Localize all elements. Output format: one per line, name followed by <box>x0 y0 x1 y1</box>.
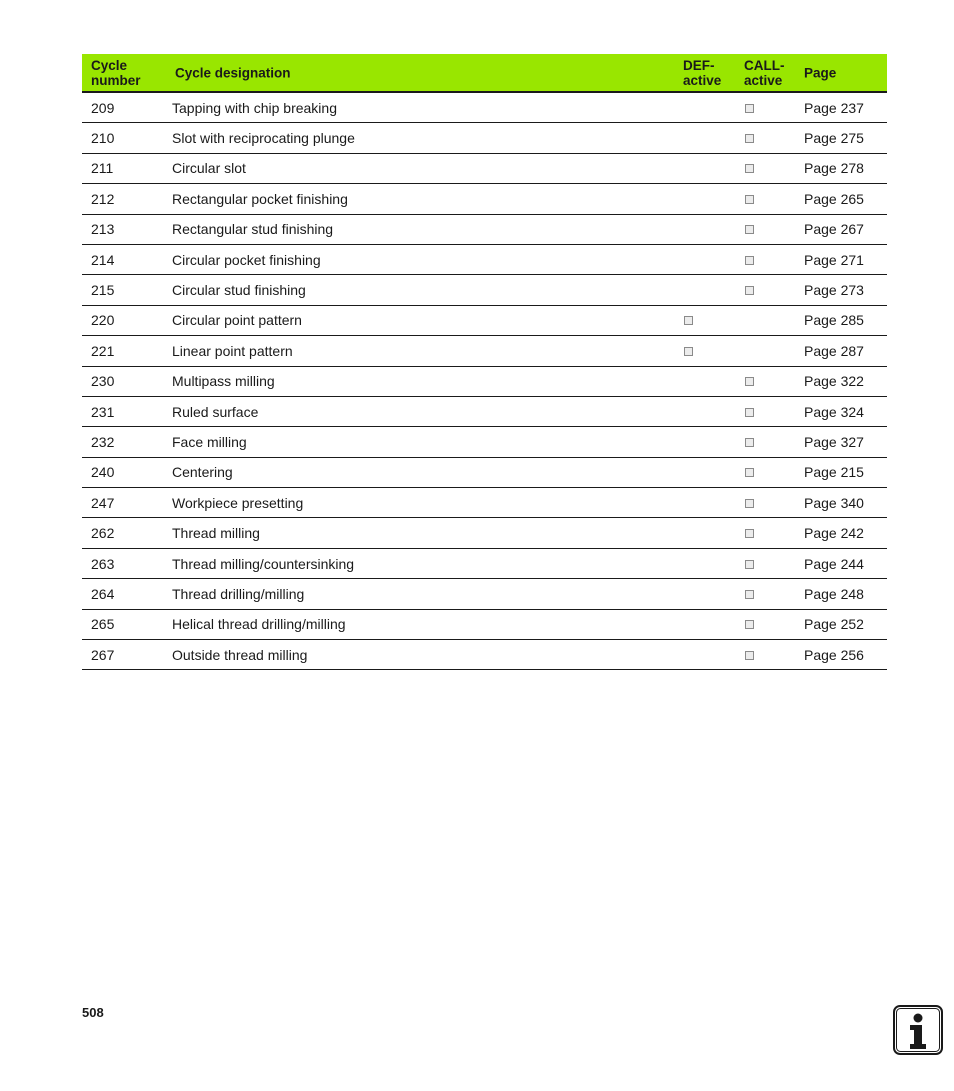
header-cycle-number: Cycle number <box>91 57 141 88</box>
page-reference: Page 244 <box>804 555 864 572</box>
header-page: Page <box>804 65 837 80</box>
table-row <box>82 579 887 609</box>
square-bullet-icon <box>745 408 754 417</box>
square-bullet-icon <box>745 256 754 265</box>
cycle-number: 264 <box>91 585 115 602</box>
table-row <box>82 427 887 457</box>
cycle-designation: Rectangular stud finishing <box>172 221 334 238</box>
page-reference: Page 215 <box>804 464 864 481</box>
header-cycle-designation: Cycle designation <box>175 65 291 80</box>
table-row <box>82 458 887 488</box>
square-bullet-icon <box>745 134 754 143</box>
page-reference: Page 322 <box>804 373 864 390</box>
cycle-number: 211 <box>91 160 114 177</box>
square-bullet-icon <box>745 499 754 508</box>
page-reference: Page 327 <box>804 433 864 450</box>
table-row <box>82 488 887 518</box>
page-reference: Page 340 <box>804 494 864 511</box>
square-bullet-icon <box>745 438 754 447</box>
cycle-designation: Linear point pattern <box>172 342 293 359</box>
page-reference: Page 237 <box>804 99 864 116</box>
table-row <box>82 245 887 275</box>
page-reference: Page 278 <box>804 160 864 177</box>
page-reference: Page 287 <box>804 342 864 359</box>
page-reference: Page 248 <box>804 585 864 602</box>
cycle-designation: Circular pocket finishing <box>172 251 321 268</box>
table-body <box>82 93 887 670</box>
page-reference: Page 285 <box>804 312 864 329</box>
cycle-designation: Slot with reciprocating plunge <box>172 130 355 147</box>
table-row <box>82 640 887 670</box>
square-bullet-icon <box>745 195 754 204</box>
page-reference: Page 324 <box>804 403 864 420</box>
call-active-cell <box>745 647 754 663</box>
cycle-designation: Ruled surface <box>172 403 259 420</box>
cycle-table <box>82 54 887 670</box>
call-active-cell <box>745 100 754 116</box>
cycle-number: 212 <box>91 190 115 207</box>
cycle-number: 214 <box>91 251 115 268</box>
table-row <box>82 275 887 305</box>
def-active-cell <box>684 312 693 328</box>
call-active-cell <box>745 434 754 450</box>
cycle-number: 221 <box>91 342 115 359</box>
square-bullet-icon <box>745 468 754 477</box>
square-bullet-icon <box>745 590 754 599</box>
page-number: 508 <box>82 1005 104 1020</box>
call-active-cell <box>745 221 754 237</box>
def-active-cell <box>684 343 693 359</box>
page-reference: Page 273 <box>804 282 864 299</box>
cycle-designation: Circular stud finishing <box>172 282 306 299</box>
cycle-designation: Multipass milling <box>172 373 275 390</box>
square-bullet-icon <box>745 620 754 629</box>
cycle-number: 230 <box>91 373 115 390</box>
call-active-cell <box>745 252 754 268</box>
cycle-designation: Circular point pattern <box>172 312 302 329</box>
cycle-number: 247 <box>91 494 115 511</box>
cycle-number: 215 <box>91 282 115 299</box>
table-row <box>82 154 887 184</box>
page-reference: Page 265 <box>804 190 864 207</box>
cycle-number: 263 <box>91 555 115 572</box>
page-reference: Page 271 <box>804 251 864 268</box>
call-active-cell <box>745 130 754 146</box>
cycle-number: 265 <box>91 616 115 633</box>
cycle-designation: Thread milling/countersinking <box>172 555 355 572</box>
call-active-cell <box>745 282 754 298</box>
page-reference: Page 275 <box>804 130 864 147</box>
table-row <box>82 549 887 579</box>
table-row <box>82 397 887 427</box>
square-bullet-icon <box>745 377 754 386</box>
cycle-designation: Thread milling <box>172 525 260 542</box>
square-bullet-icon <box>745 529 754 538</box>
cycle-number: 213 <box>91 221 115 238</box>
table-row <box>82 123 887 153</box>
call-active-cell <box>745 556 754 572</box>
call-active-cell <box>745 160 754 176</box>
table-row <box>82 184 887 214</box>
square-bullet-icon <box>745 651 754 660</box>
cycle-number: 267 <box>91 646 115 663</box>
square-bullet-icon <box>684 316 693 325</box>
square-bullet-icon <box>684 347 693 356</box>
table-row <box>82 610 887 640</box>
header-def-active: DEF- active <box>683 57 722 88</box>
call-active-cell <box>745 495 754 511</box>
table-header <box>82 54 887 93</box>
table-row <box>82 518 887 548</box>
call-active-cell <box>745 464 754 480</box>
call-active-cell <box>745 191 754 207</box>
call-active-cell <box>745 373 754 389</box>
page-reference: Page 256 <box>804 646 864 663</box>
cycle-designation: Workpiece presetting <box>172 494 304 511</box>
page-reference: Page 242 <box>804 525 864 542</box>
call-active-cell <box>745 616 754 632</box>
cycle-designation: Face milling <box>172 433 247 450</box>
cycle-number: 209 <box>91 99 115 116</box>
table-row <box>82 336 887 366</box>
square-bullet-icon <box>745 104 754 113</box>
call-active-cell <box>745 404 754 420</box>
cycle-number: 220 <box>91 312 115 329</box>
cycle-number: 262 <box>91 525 115 542</box>
cycle-number: 240 <box>91 464 115 481</box>
table-row <box>82 215 887 245</box>
cycle-designation: Thread drilling/milling <box>172 585 305 602</box>
table-row <box>82 306 887 336</box>
cycle-designation: Helical thread drilling/milling <box>172 616 346 633</box>
call-active-cell <box>745 586 754 602</box>
cycle-designation: Centering <box>172 464 233 481</box>
cycle-number: 210 <box>91 130 115 147</box>
cycle-designation: Outside thread milling <box>172 646 308 663</box>
call-active-cell <box>745 525 754 541</box>
cycle-number: 232 <box>91 433 115 450</box>
square-bullet-icon <box>745 225 754 234</box>
page-reference: Page 267 <box>804 221 864 238</box>
cycle-designation: Tapping with chip breaking <box>172 99 337 116</box>
table-row <box>82 367 887 397</box>
info-icon <box>893 1005 943 1055</box>
header-call-active: CALL- active <box>744 57 785 88</box>
cycle-designation: Rectangular pocket finishing <box>172 190 348 207</box>
square-bullet-icon <box>745 560 754 569</box>
square-bullet-icon <box>745 164 754 173</box>
page-reference: Page 252 <box>804 616 864 633</box>
square-bullet-icon <box>745 286 754 295</box>
table-row <box>82 93 887 123</box>
cycle-number: 231 <box>91 403 115 420</box>
cycle-designation: Circular slot <box>172 160 246 177</box>
